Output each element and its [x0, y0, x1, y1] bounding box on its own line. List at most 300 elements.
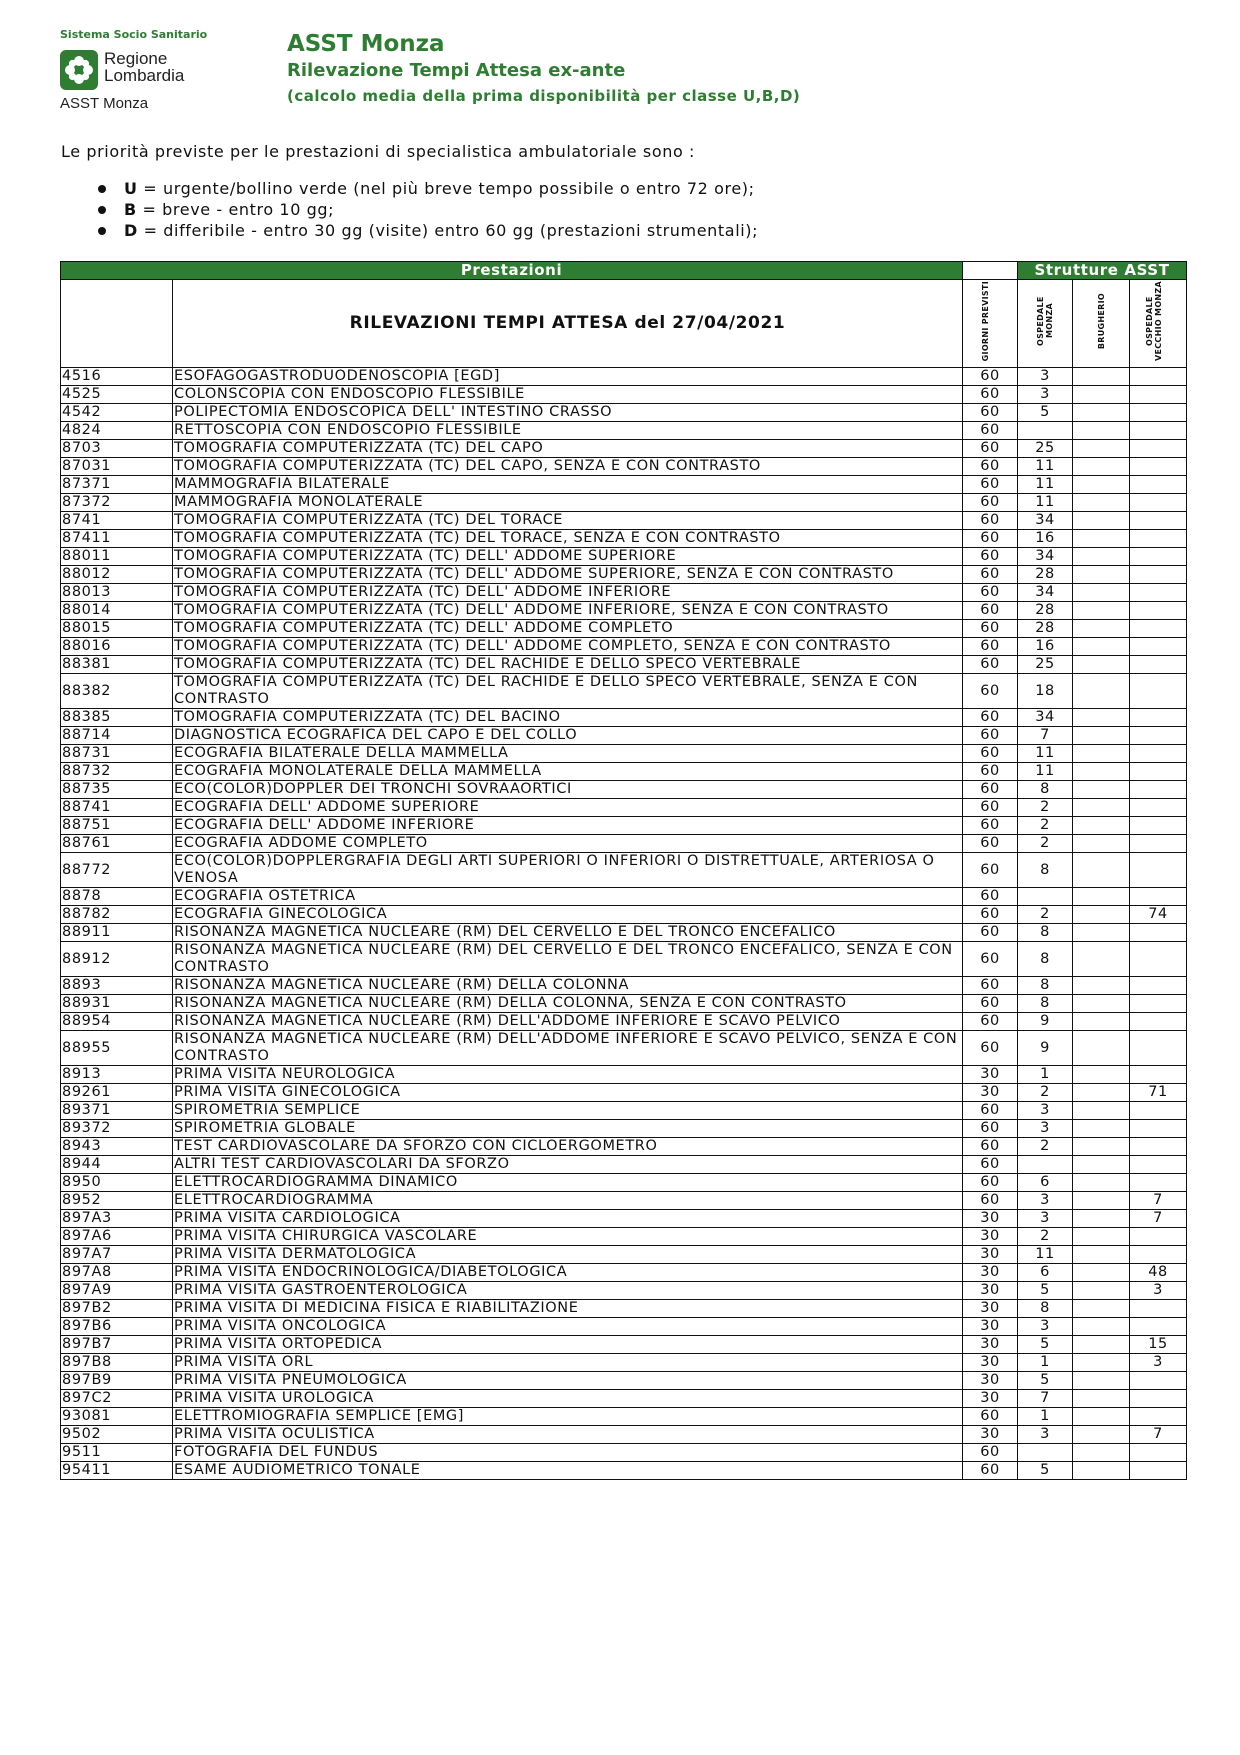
table-row: [61, 727, 1187, 745]
row-description: RISONANZA MAGNETICA NUCLEARE (RM) DELLA COLONNA, SENZA E CON CONTRASTO: [173, 995, 963, 1013]
table-row: [61, 1444, 1187, 1462]
row-giorni-previsti: 60: [963, 458, 1018, 476]
row-brugherio: [1073, 1372, 1130, 1390]
table-row: [61, 1390, 1187, 1408]
row-description: TEST CARDIOVASCOLARE DA SFORZO CON CICLOERGOMETRO: [173, 1138, 963, 1156]
row-ospedale-vecchio-monza: 15: [1130, 1336, 1187, 1354]
table-row: [61, 1354, 1187, 1372]
row-ospedale-vecchio-monza: [1130, 404, 1187, 422]
row-giorni-previsti: 60: [963, 906, 1018, 924]
row-brugherio: [1073, 1138, 1130, 1156]
row-description: PRIMA VISITA ORTOPEDICA: [173, 1336, 963, 1354]
table-row: [61, 709, 1187, 727]
row-giorni-previsti: 60: [963, 1408, 1018, 1426]
row-ospedale-monza: 1: [1018, 1354, 1073, 1372]
row-giorni-previsti: 30: [963, 1066, 1018, 1084]
row-ospedale-monza: 18: [1018, 674, 1073, 709]
row-code: 88731: [61, 745, 173, 763]
row-ospedale-vecchio-monza: [1130, 1246, 1187, 1264]
row-ospedale-vecchio-monza: [1130, 1066, 1187, 1084]
row-code: 4525: [61, 386, 173, 404]
row-brugherio: [1073, 422, 1130, 440]
row-ospedale-vecchio-monza: [1130, 1318, 1187, 1336]
row-giorni-previsti: 60: [963, 656, 1018, 674]
row-description: ECOGRAFIA ADDOME COMPLETO: [173, 835, 963, 853]
row-code: 4542: [61, 404, 173, 422]
row-brugherio: [1073, 995, 1130, 1013]
row-brugherio: [1073, 440, 1130, 458]
row-ospedale-monza: 11: [1018, 494, 1073, 512]
row-ospedale-vecchio-monza: [1130, 1300, 1187, 1318]
table-row: [61, 1156, 1187, 1174]
priority-item: [98, 220, 758, 241]
table-row: [61, 458, 1187, 476]
row-brugherio: [1073, 1084, 1130, 1102]
table-row: [61, 512, 1187, 530]
row-code: 8893: [61, 977, 173, 995]
row-brugherio: [1073, 1102, 1130, 1120]
row-description: PRIMA VISITA GASTROENTEROLOGICA: [173, 1282, 963, 1300]
table-row: [61, 1138, 1187, 1156]
row-code: 88782: [61, 906, 173, 924]
row-giorni-previsti: 60: [963, 620, 1018, 638]
row-description: PRIMA VISITA ENDOCRINOLOGICA/DIABETOLOGICA: [173, 1264, 963, 1282]
row-ospedale-monza: 11: [1018, 763, 1073, 781]
table-row: [61, 942, 1187, 977]
row-code: 88761: [61, 835, 173, 853]
row-description: ECOGRAFIA MONOLATERALE DELLA MAMMELLA: [173, 763, 963, 781]
row-ospedale-vecchio-monza: [1130, 942, 1187, 977]
row-code: 8741: [61, 512, 173, 530]
bullet-icon: [98, 227, 106, 235]
row-description: ECOGRAFIA DELL' ADDOME SUPERIORE: [173, 799, 963, 817]
table-row: [61, 440, 1187, 458]
row-brugherio: [1073, 799, 1130, 817]
row-code: 88732: [61, 763, 173, 781]
row-description: ECOGRAFIA GINECOLOGICA: [173, 906, 963, 924]
row-giorni-previsti: 30: [963, 1372, 1018, 1390]
row-brugherio: [1073, 620, 1130, 638]
row-brugherio: [1073, 1408, 1130, 1426]
row-code: 8950: [61, 1174, 173, 1192]
row-code: 88912: [61, 942, 173, 977]
row-brugherio: [1073, 888, 1130, 906]
row-ospedale-vecchio-monza: [1130, 817, 1187, 835]
row-ospedale-monza: 3: [1018, 1426, 1073, 1444]
row-brugherio: [1073, 602, 1130, 620]
table-row: [61, 638, 1187, 656]
table-row: [61, 1174, 1187, 1192]
row-code: 87372: [61, 494, 173, 512]
row-ospedale-monza: 8: [1018, 1300, 1073, 1318]
row-giorni-previsti: 60: [963, 888, 1018, 906]
column-header-brugherio-label: BRUGHERIO: [1096, 292, 1106, 350]
row-ospedale-vecchio-monza: 7: [1130, 1210, 1187, 1228]
row-ospedale-monza: 11: [1018, 458, 1073, 476]
row-ospedale-vecchio-monza: [1130, 638, 1187, 656]
row-ospedale-monza: [1018, 1156, 1073, 1174]
row-ospedale-vecchio-monza: [1130, 1031, 1187, 1066]
row-code: 89372: [61, 1120, 173, 1138]
row-giorni-previsti: 60: [963, 1031, 1018, 1066]
row-brugherio: [1073, 1210, 1130, 1228]
row-description: SPIROMETRIA GLOBALE: [173, 1120, 963, 1138]
row-ospedale-monza: 6: [1018, 1174, 1073, 1192]
row-ospedale-monza: 3: [1018, 1120, 1073, 1138]
row-ospedale-vecchio-monza: [1130, 853, 1187, 888]
row-ospedale-monza: 3: [1018, 386, 1073, 404]
row-description: RETTOSCOPIA CON ENDOSCOPIO FLESSIBILE: [173, 422, 963, 440]
row-ospedale-monza: 5: [1018, 1372, 1073, 1390]
row-ospedale-vecchio-monza: 3: [1130, 1354, 1187, 1372]
row-code: 9511: [61, 1444, 173, 1462]
column-header-monza-label: OSPEDALE MONZA: [1036, 296, 1055, 346]
row-brugherio: [1073, 1336, 1130, 1354]
table-row: [61, 1408, 1187, 1426]
row-description: ECOGRAFIA OSTETRICA: [173, 888, 963, 906]
table-row: [61, 799, 1187, 817]
row-brugherio: [1073, 656, 1130, 674]
table-row: [61, 584, 1187, 602]
row-brugherio: [1073, 638, 1130, 656]
row-description: PRIMA VISITA NEUROLOGICA: [173, 1066, 963, 1084]
table-row: [61, 1372, 1187, 1390]
row-giorni-previsti: 60: [963, 566, 1018, 584]
title-cell-blank: [61, 280, 173, 368]
table-row: [61, 1192, 1187, 1210]
row-brugherio: [1073, 584, 1130, 602]
row-code: 897C2: [61, 1390, 173, 1408]
row-description: PRIMA VISITA ORL: [173, 1354, 963, 1372]
row-code: 897B7: [61, 1336, 173, 1354]
row-code: 897A8: [61, 1264, 173, 1282]
row-description: ELETTROCARDIOGRAMMA: [173, 1192, 963, 1210]
row-giorni-previsti: 30: [963, 1282, 1018, 1300]
row-code: 88011: [61, 548, 173, 566]
row-ospedale-vecchio-monza: [1130, 745, 1187, 763]
row-giorni-previsti: 60: [963, 942, 1018, 977]
row-ospedale-monza: 1: [1018, 1408, 1073, 1426]
row-ospedale-vecchio-monza: [1130, 656, 1187, 674]
group-header-strutture: Strutture ASST: [1018, 262, 1187, 280]
row-description: TOMOGRAFIA COMPUTERIZZATA (TC) DELL' ADDOME INFERIORE: [173, 584, 963, 602]
row-code: 95411: [61, 1462, 173, 1480]
logo-system-label: Sistema Socio Sanitario: [60, 28, 208, 41]
group-header-blank: [963, 262, 1018, 280]
row-code: 93081: [61, 1408, 173, 1426]
row-code: 897B2: [61, 1300, 173, 1318]
row-ospedale-monza: 34: [1018, 548, 1073, 566]
table-row: [61, 1120, 1187, 1138]
row-ospedale-vecchio-monza: [1130, 727, 1187, 745]
row-description: TOMOGRAFIA COMPUTERIZZATA (TC) DEL CAPO: [173, 440, 963, 458]
table-row: [61, 853, 1187, 888]
row-giorni-previsti: 60: [963, 386, 1018, 404]
row-giorni-previsti: 60: [963, 494, 1018, 512]
row-brugherio: [1073, 763, 1130, 781]
row-ospedale-vecchio-monza: [1130, 781, 1187, 799]
priority-text: = breve - entro 10 gg;: [136, 200, 335, 219]
table-row: [61, 1426, 1187, 1444]
table-row: [61, 1066, 1187, 1084]
row-ospedale-vecchio-monza: 48: [1130, 1264, 1187, 1282]
row-brugherio: [1073, 674, 1130, 709]
row-ospedale-vecchio-monza: [1130, 1228, 1187, 1246]
row-giorni-previsti: 60: [963, 781, 1018, 799]
row-description: PRIMA VISITA UROLOGICA: [173, 1390, 963, 1408]
row-code: 897A6: [61, 1228, 173, 1246]
row-ospedale-monza: 11: [1018, 476, 1073, 494]
row-ospedale-monza: 34: [1018, 709, 1073, 727]
row-giorni-previsti: 60: [963, 853, 1018, 888]
row-giorni-previsti: 60: [963, 1156, 1018, 1174]
table-row: [61, 1246, 1187, 1264]
row-code: 88714: [61, 727, 173, 745]
row-code: 8944: [61, 1156, 173, 1174]
row-ospedale-vecchio-monza: [1130, 888, 1187, 906]
row-giorni-previsti: 60: [963, 995, 1018, 1013]
row-ospedale-vecchio-monza: [1130, 1102, 1187, 1120]
priority-text: = differibile - entro 30 gg (visite) entro 60 gg (prestazioni strumentali);: [137, 221, 759, 240]
row-ospedale-monza: 5: [1018, 404, 1073, 422]
row-description: POLIPECTOMIA ENDOSCOPICA DELL' INTESTINO CRASSO: [173, 404, 963, 422]
row-ospedale-monza: 25: [1018, 440, 1073, 458]
row-description: COLONSCOPIA CON ENDOSCOPIO FLESSIBILE: [173, 386, 963, 404]
bullet-icon: [98, 206, 106, 214]
row-description: TOMOGRAFIA COMPUTERIZZATA (TC) DELL' ADDOME COMPLETO: [173, 620, 963, 638]
table-row: [61, 386, 1187, 404]
row-ospedale-monza: 28: [1018, 566, 1073, 584]
row-ospedale-monza: 7: [1018, 727, 1073, 745]
row-brugherio: [1073, 1390, 1130, 1408]
row-ospedale-monza: 3: [1018, 1102, 1073, 1120]
row-giorni-previsti: 30: [963, 1210, 1018, 1228]
table-row: [61, 817, 1187, 835]
row-giorni-previsti: 60: [963, 709, 1018, 727]
row-brugherio: [1073, 924, 1130, 942]
row-giorni-previsti: 60: [963, 476, 1018, 494]
row-code: 87411: [61, 530, 173, 548]
row-code: 4516: [61, 368, 173, 386]
row-description: TOMOGRAFIA COMPUTERIZZATA (TC) DEL CAPO, SENZA E CON CONTRASTO: [173, 458, 963, 476]
row-giorni-previsti: 60: [963, 817, 1018, 835]
row-ospedale-monza: 9: [1018, 1031, 1073, 1066]
row-brugherio: [1073, 458, 1130, 476]
row-ospedale-vecchio-monza: [1130, 1174, 1187, 1192]
table-row: [61, 1264, 1187, 1282]
row-code: 88012: [61, 566, 173, 584]
lombardia-rose-icon: [60, 50, 98, 90]
row-ospedale-vecchio-monza: [1130, 1408, 1187, 1426]
row-ospedale-vecchio-monza: [1130, 494, 1187, 512]
priority-key: B: [124, 200, 137, 219]
row-ospedale-vecchio-monza: [1130, 386, 1187, 404]
row-brugherio: [1073, 512, 1130, 530]
row-ospedale-monza: 8: [1018, 853, 1073, 888]
row-brugherio: [1073, 368, 1130, 386]
table-row: [61, 620, 1187, 638]
table-row: [61, 494, 1187, 512]
row-description: ELETTROCARDIOGRAMMA DINAMICO: [173, 1174, 963, 1192]
row-ospedale-vecchio-monza: [1130, 548, 1187, 566]
row-ospedale-vecchio-monza: [1130, 995, 1187, 1013]
row-giorni-previsti: 60: [963, 602, 1018, 620]
row-brugherio: [1073, 1318, 1130, 1336]
logo: [60, 28, 220, 118]
table-row: [61, 566, 1187, 584]
row-description: TOMOGRAFIA COMPUTERIZZATA (TC) DEL RACHIDE E DELLO SPECO VERTEBRALE, SENZA E CON CONTRASTO: [173, 674, 963, 709]
row-description: ECOGRAFIA BILATERALE DELLA MAMMELLA: [173, 745, 963, 763]
row-ospedale-monza: 11: [1018, 745, 1073, 763]
row-ospedale-monza: 3: [1018, 368, 1073, 386]
row-description: RISONANZA MAGNETICA NUCLEARE (RM) DEL CERVELLO E DEL TRONCO ENCEFALICO, SENZA E CON CONTRASTO: [173, 942, 963, 977]
row-ospedale-monza: 11: [1018, 1246, 1073, 1264]
row-description: ELETTROMIOGRAFIA SEMPLICE [EMG]: [173, 1408, 963, 1426]
row-brugherio: [1073, 1192, 1130, 1210]
row-ospedale-monza: 25: [1018, 656, 1073, 674]
row-brugherio: [1073, 1156, 1130, 1174]
row-brugherio: [1073, 530, 1130, 548]
row-giorni-previsti: 60: [963, 1192, 1018, 1210]
row-description: PRIMA VISITA CHIRURGICA VASCOLARE: [173, 1228, 963, 1246]
row-ospedale-vecchio-monza: [1130, 368, 1187, 386]
row-description: TOMOGRAFIA COMPUTERIZZATA (TC) DELL' ADDOME SUPERIORE: [173, 548, 963, 566]
table-row: [61, 1318, 1187, 1336]
row-description: PRIMA VISITA OCULISTICA: [173, 1426, 963, 1444]
row-giorni-previsti: 60: [963, 368, 1018, 386]
table-title: RILEVAZIONI TEMPI ATTESA del 27/04/2021: [173, 280, 963, 368]
row-ospedale-monza: 8: [1018, 924, 1073, 942]
row-giorni-previsti: 60: [963, 835, 1018, 853]
row-code: 88016: [61, 638, 173, 656]
row-brugherio: [1073, 548, 1130, 566]
table-row: [61, 1013, 1187, 1031]
row-ospedale-vecchio-monza: [1130, 924, 1187, 942]
table-row: [61, 1102, 1187, 1120]
row-description: PRIMA VISITA PNEUMOLOGICA: [173, 1372, 963, 1390]
row-description: ECO(COLOR)DOPPLER DEI TRONCHI SOVRAAORTICI: [173, 781, 963, 799]
table-row: [61, 1300, 1187, 1318]
row-brugherio: [1073, 386, 1130, 404]
row-brugherio: [1073, 906, 1130, 924]
table-row: [61, 656, 1187, 674]
row-description: TOMOGRAFIA COMPUTERIZZATA (TC) DEL TORACE, SENZA E CON CONTRASTO: [173, 530, 963, 548]
row-giorni-previsti: 60: [963, 763, 1018, 781]
row-description: ESAME AUDIOMETRICO TONALE: [173, 1462, 963, 1480]
group-header-prestazioni: Prestazioni: [61, 262, 963, 280]
row-giorni-previsti: 60: [963, 1102, 1018, 1120]
row-code: 8913: [61, 1066, 173, 1084]
row-ospedale-monza: [1018, 888, 1073, 906]
row-ospedale-monza: 3: [1018, 1318, 1073, 1336]
row-ospedale-vecchio-monza: [1130, 1462, 1187, 1480]
logo-entity: ASST Monza: [60, 95, 149, 112]
table-row: [61, 906, 1187, 924]
table-row: [61, 530, 1187, 548]
row-brugherio: [1073, 1120, 1130, 1138]
row-brugherio: [1073, 745, 1130, 763]
table-row: [61, 888, 1187, 906]
row-code: 4824: [61, 422, 173, 440]
row-brugherio: [1073, 835, 1130, 853]
row-ospedale-vecchio-monza: [1130, 458, 1187, 476]
row-description: ESOFAGOGASTRODUODENOSCOPIA [EGD]: [173, 368, 963, 386]
row-ospedale-monza: 28: [1018, 620, 1073, 638]
row-description: SPIROMETRIA SEMPLICE: [173, 1102, 963, 1120]
row-brugherio: [1073, 1174, 1130, 1192]
row-ospedale-vecchio-monza: [1130, 709, 1187, 727]
row-code: 8943: [61, 1138, 173, 1156]
row-brugherio: [1073, 1228, 1130, 1246]
table-row: [61, 548, 1187, 566]
row-giorni-previsti: 60: [963, 1444, 1018, 1462]
row-giorni-previsti: 30: [963, 1246, 1018, 1264]
table-row: [61, 763, 1187, 781]
row-code: 88955: [61, 1031, 173, 1066]
row-ospedale-monza: [1018, 422, 1073, 440]
row-brugherio: [1073, 476, 1130, 494]
row-description: TOMOGRAFIA COMPUTERIZZATA (TC) DELL' ADDOME INFERIORE, SENZA E CON CONTRASTO: [173, 602, 963, 620]
row-giorni-previsti: 60: [963, 1013, 1018, 1031]
row-ospedale-monza: 3: [1018, 1210, 1073, 1228]
row-code: 897B6: [61, 1318, 173, 1336]
row-brugherio: [1073, 1264, 1130, 1282]
row-code: 88931: [61, 995, 173, 1013]
row-ospedale-monza: 2: [1018, 1228, 1073, 1246]
row-giorni-previsti: 60: [963, 924, 1018, 942]
row-ospedale-monza: 2: [1018, 835, 1073, 853]
table-row: [61, 404, 1187, 422]
row-ospedale-vecchio-monza: 74: [1130, 906, 1187, 924]
row-code: 8952: [61, 1192, 173, 1210]
row-description: PRIMA VISITA CARDIOLOGICA: [173, 1210, 963, 1228]
row-brugherio: [1073, 1354, 1130, 1372]
table-row: [61, 422, 1187, 440]
row-giorni-previsti: 30: [963, 1264, 1018, 1282]
row-code: 8703: [61, 440, 173, 458]
row-code: 88381: [61, 656, 173, 674]
row-giorni-previsti: 30: [963, 1318, 1018, 1336]
row-ospedale-vecchio-monza: [1130, 512, 1187, 530]
row-ospedale-monza: 2: [1018, 1138, 1073, 1156]
table-row: [61, 368, 1187, 386]
row-ospedale-vecchio-monza: [1130, 1013, 1187, 1031]
row-code: 88385: [61, 709, 173, 727]
row-ospedale-vecchio-monza: 7: [1130, 1192, 1187, 1210]
row-brugherio: [1073, 781, 1130, 799]
row-brugherio: [1073, 494, 1130, 512]
row-giorni-previsti: 60: [963, 638, 1018, 656]
table-row: [61, 1084, 1187, 1102]
row-giorni-previsti: 60: [963, 799, 1018, 817]
row-ospedale-vecchio-monza: 7: [1130, 1426, 1187, 1444]
row-ospedale-vecchio-monza: [1130, 584, 1187, 602]
row-giorni-previsti: 30: [963, 1390, 1018, 1408]
row-code: 88735: [61, 781, 173, 799]
column-header-giorni-label: GIORNI PREVISTI: [981, 280, 991, 362]
row-ospedale-monza: 9: [1018, 1013, 1073, 1031]
row-code: 88015: [61, 620, 173, 638]
row-code: 88014: [61, 602, 173, 620]
row-description: RISONANZA MAGNETICA NUCLEARE (RM) DEL CERVELLO E DEL TRONCO ENCEFALICO: [173, 924, 963, 942]
logo-region-line2: Lombardia: [104, 66, 185, 85]
row-ospedale-vecchio-monza: 71: [1130, 1084, 1187, 1102]
row-giorni-previsti: 60: [963, 548, 1018, 566]
table-row: [61, 977, 1187, 995]
priority-key: D: [124, 221, 138, 240]
row-ospedale-vecchio-monza: [1130, 799, 1187, 817]
row-ospedale-monza: 8: [1018, 977, 1073, 995]
